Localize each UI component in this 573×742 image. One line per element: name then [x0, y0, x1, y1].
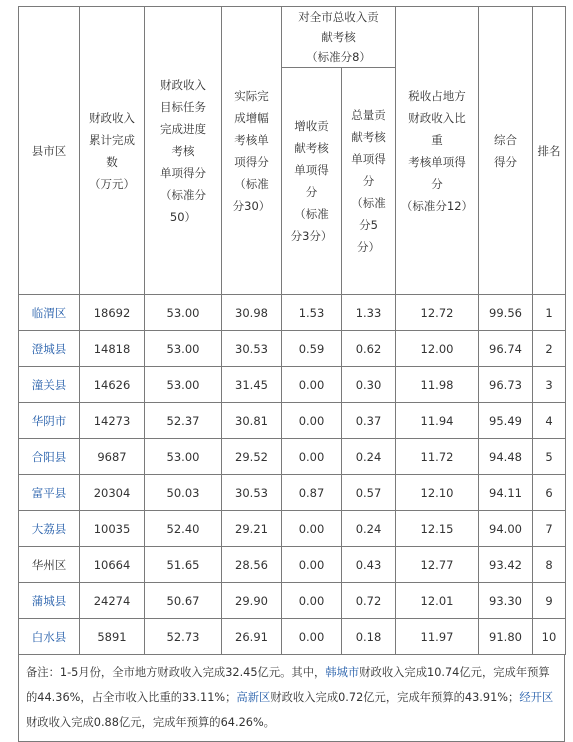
cell-county[interactable]: 合阳县	[19, 439, 80, 475]
table-row	[19, 367, 566, 403]
cell-revenue: 14626	[80, 367, 145, 403]
cell-progress: 51.65	[145, 547, 222, 583]
header-contribution-group: 对全市总收入贡 献考核 （标准分8）	[282, 7, 396, 68]
cell-score: 94.48	[479, 439, 533, 475]
header-contribution-total: 总量贡 献考核 单项得 分 （标准 分5 分）	[342, 68, 396, 295]
cell-score: 93.42	[479, 547, 533, 583]
table-row	[19, 403, 566, 439]
header-revenue: 财政收入 累计完成 数 （万元）	[80, 7, 145, 295]
cell-county[interactable]: 潼关县	[19, 367, 80, 403]
cell-growth: 29.52	[222, 439, 282, 475]
cell-rank: 10	[533, 619, 566, 655]
table-row	[19, 439, 566, 475]
cell-growth: 26.91	[222, 619, 282, 655]
cell-rank: 5	[533, 439, 566, 475]
table-row	[19, 547, 566, 583]
cell-growth: 29.90	[222, 583, 282, 619]
cell-score: 96.73	[479, 367, 533, 403]
cell-county[interactable]: 澄城县	[19, 331, 80, 367]
cell-rank: 9	[533, 583, 566, 619]
cell-tax-ratio: 12.10	[396, 475, 479, 511]
cell-contribution-total: 0.57	[342, 475, 396, 511]
cell-growth: 30.53	[222, 331, 282, 367]
cell-score: 99.56	[479, 295, 533, 331]
cell-revenue: 24274	[80, 583, 145, 619]
cell-contribution-increase: 0.00	[282, 583, 342, 619]
remarks-note	[18, 655, 565, 742]
cell-score: 91.80	[479, 619, 533, 655]
cell-county[interactable]: 白水县	[19, 619, 80, 655]
cell-tax-ratio: 11.97	[396, 619, 479, 655]
cell-contribution-total: 0.37	[342, 403, 396, 439]
cell-contribution-total: 0.43	[342, 547, 396, 583]
cell-rank: 7	[533, 511, 566, 547]
cell-growth: 31.45	[222, 367, 282, 403]
cell-revenue: 18692	[80, 295, 145, 331]
cell-tax-ratio: 12.77	[396, 547, 479, 583]
cell-rank: 3	[533, 367, 566, 403]
cell-rank: 1	[533, 295, 566, 331]
cell-county[interactable]: 富平县	[19, 475, 80, 511]
cell-tax-ratio: 11.72	[396, 439, 479, 475]
cell-contribution-total: 1.33	[342, 295, 396, 331]
header-county: 县市区	[19, 7, 80, 295]
note-link-jingkai[interactable]: 经开区	[519, 691, 554, 704]
note-text-4: 财政收入完成0.88亿元，完成年预算的64.26%。	[26, 716, 275, 729]
cell-revenue: 10664	[80, 547, 145, 583]
cell-growth: 30.81	[222, 403, 282, 439]
cell-progress: 52.40	[145, 511, 222, 547]
cell-rank: 4	[533, 403, 566, 439]
cell-revenue: 14273	[80, 403, 145, 439]
cell-tax-ratio: 12.01	[396, 583, 479, 619]
ranking-table	[18, 6, 566, 655]
cell-progress: 53.00	[145, 295, 222, 331]
ranking-rows	[19, 295, 566, 655]
cell-tax-ratio: 12.15	[396, 511, 479, 547]
cell-county[interactable]: 临渭区	[19, 295, 80, 331]
cell-growth: 28.56	[222, 547, 282, 583]
cell-score: 94.11	[479, 475, 533, 511]
cell-progress: 52.37	[145, 403, 222, 439]
cell-contribution-increase: 1.53	[282, 295, 342, 331]
note-text-2: 财政收入完成10.74亿元，完成年预算的44.36%，占全市收入比重的33.11%；	[26, 666, 550, 704]
cell-tax-ratio: 11.98	[396, 367, 479, 403]
cell-county: 华州区	[19, 547, 80, 583]
note-link-hancheng[interactable]: 韩城市	[325, 666, 360, 679]
cell-revenue: 5891	[80, 619, 145, 655]
cell-contribution-total: 0.62	[342, 331, 396, 367]
cell-contribution-increase: 0.00	[282, 619, 342, 655]
cell-score: 96.74	[479, 331, 533, 367]
cell-contribution-increase: 0.00	[282, 367, 342, 403]
cell-contribution-total: 0.18	[342, 619, 396, 655]
cell-contribution-total: 0.72	[342, 583, 396, 619]
cell-growth: 29.21	[222, 511, 282, 547]
cell-revenue: 10035	[80, 511, 145, 547]
cell-progress: 53.00	[145, 439, 222, 475]
ranking-table-container	[18, 6, 565, 742]
note-link-gaoxin[interactable]: 高新区	[236, 691, 271, 704]
cell-progress: 50.67	[145, 583, 222, 619]
cell-contribution-increase: 0.00	[282, 511, 342, 547]
cell-score: 94.00	[479, 511, 533, 547]
cell-contribution-increase: 0.59	[282, 331, 342, 367]
table-row	[19, 619, 566, 655]
cell-revenue: 9687	[80, 439, 145, 475]
header-growth: 实际完 成增幅 考核单 项得分 （标准 分30）	[222, 7, 282, 295]
cell-contribution-total: 0.24	[342, 439, 396, 475]
cell-score: 95.49	[479, 403, 533, 439]
cell-score: 93.30	[479, 583, 533, 619]
cell-growth: 30.98	[222, 295, 282, 331]
cell-growth: 30.53	[222, 475, 282, 511]
cell-rank: 8	[533, 547, 566, 583]
cell-progress: 50.03	[145, 475, 222, 511]
cell-tax-ratio: 11.94	[396, 403, 479, 439]
cell-revenue: 14818	[80, 331, 145, 367]
cell-revenue: 20304	[80, 475, 145, 511]
cell-county[interactable]: 蒲城县	[19, 583, 80, 619]
table-row	[19, 511, 566, 547]
header-score: 综合 得分	[479, 7, 533, 295]
cell-rank: 6	[533, 475, 566, 511]
cell-progress: 52.73	[145, 619, 222, 655]
table-row	[19, 583, 566, 619]
cell-contribution-increase: 0.00	[282, 403, 342, 439]
cell-tax-ratio: 12.00	[396, 331, 479, 367]
header-progress: 财政收入 目标任务 完成进度 考核 单项得分 （标准分 50）	[145, 7, 222, 295]
cell-contribution-total: 0.30	[342, 367, 396, 403]
cell-county[interactable]: 大荔县	[19, 511, 80, 547]
cell-tax-ratio: 12.72	[396, 295, 479, 331]
cell-county[interactable]: 华阴市	[19, 403, 80, 439]
cell-contribution-increase: 0.87	[282, 475, 342, 511]
cell-progress: 53.00	[145, 331, 222, 367]
note-text-3: 财政收入完成0.72亿元，完成年预算的43.91%；	[270, 691, 520, 704]
header-tax-ratio: 税收占地方 财政收入比 重 考核单项得 分 （标准分12）	[396, 7, 479, 295]
table-row	[19, 331, 566, 367]
cell-rank: 2	[533, 331, 566, 367]
header-contribution-increase: 增收贡 献考核 单项得 分 （标准 分3分）	[282, 68, 342, 295]
cell-contribution-increase: 0.00	[282, 439, 342, 475]
table-row	[19, 475, 566, 511]
cell-contribution-increase: 0.00	[282, 547, 342, 583]
header-rank: 排名	[533, 7, 566, 295]
table-row	[19, 295, 566, 331]
cell-progress: 53.00	[145, 367, 222, 403]
note-text-1: 备注：1-5月份，全市地方财政收入完成32.45亿元。其中，	[26, 666, 326, 679]
cell-contribution-total: 0.24	[342, 511, 396, 547]
